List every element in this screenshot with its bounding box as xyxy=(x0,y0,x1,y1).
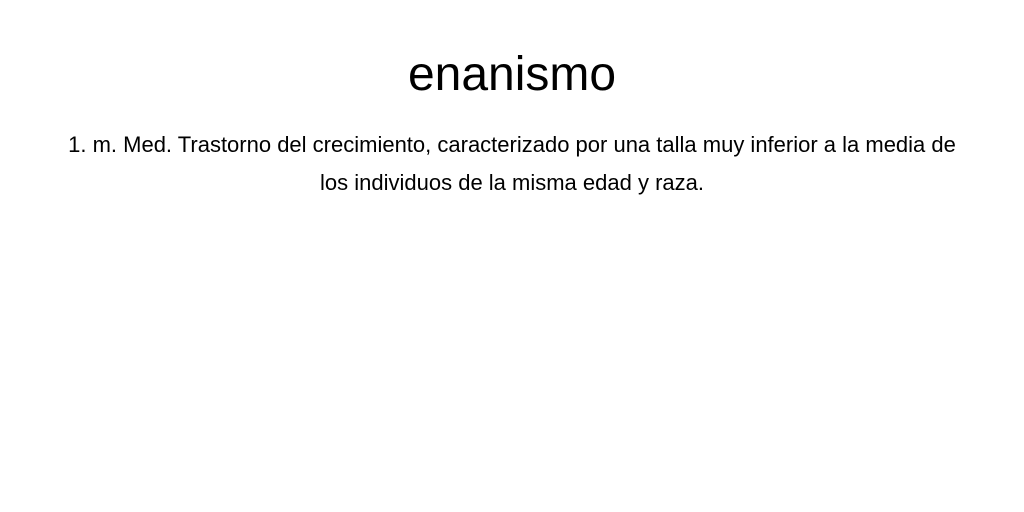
headword-title: enanismo xyxy=(407,48,617,101)
definition-text: 1. m. Med. Trastorno del crecimiento, caracterizado por una talla muy inferior a la media de los individuos de la misma edad y raza. xyxy=(68,132,956,195)
